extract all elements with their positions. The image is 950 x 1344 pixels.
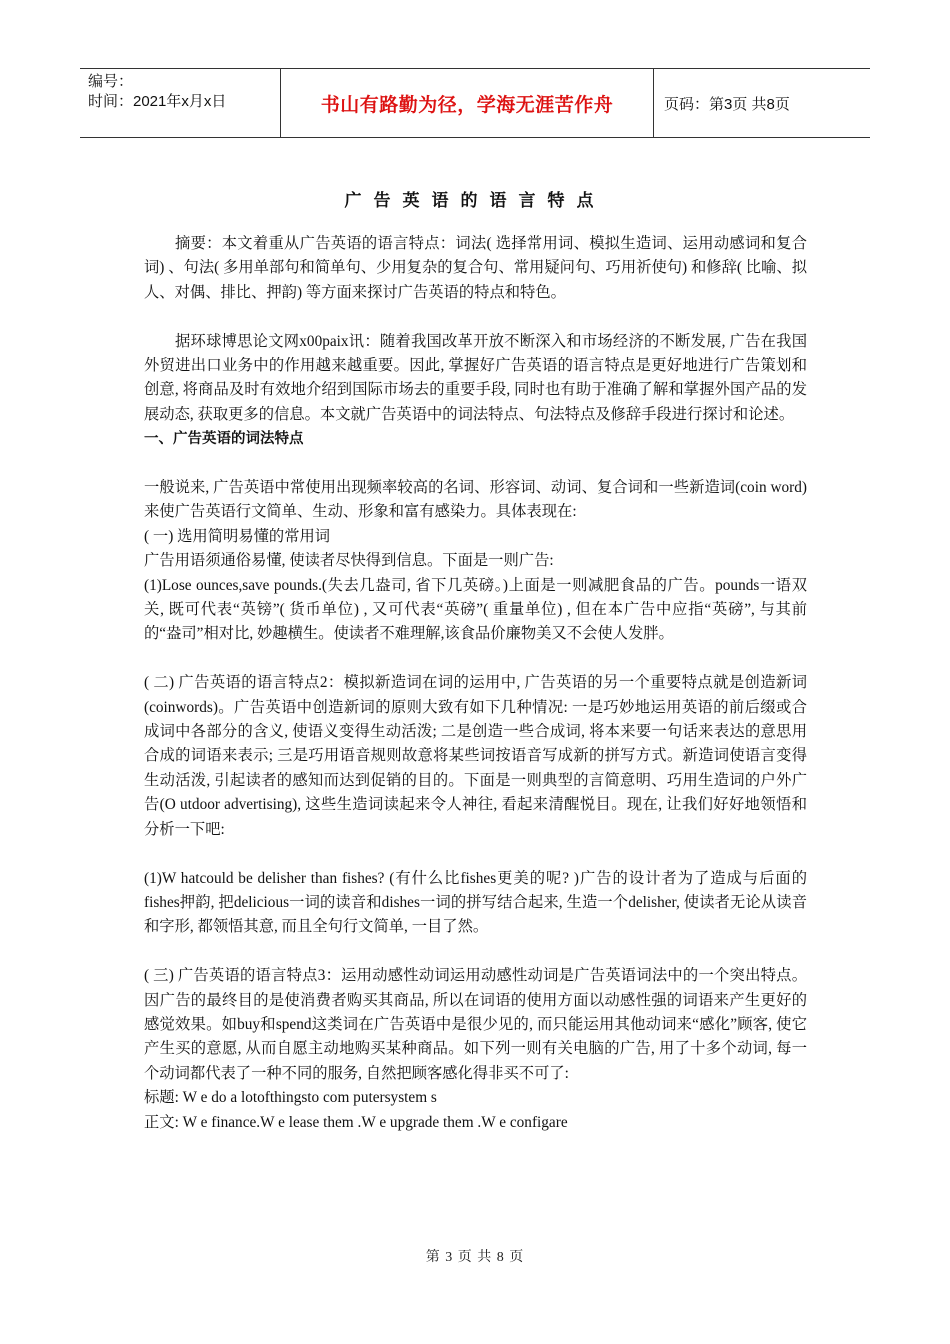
ad-body-line: 正文: W e finance.W e lease them .W e upgrade them .W e configare <box>144 1113 568 1131</box>
example-paragraph: (1)Lose ounces,save pounds.(失去几盎司, 省下几英磅。)上面是一则减肥食品的广告。pounds一语双关, 既可代表“英镑”( 货币单位) , 又可代表“英磅”( 重量单位) , 但在本广告中应指“英磅”, 与其前的“盎司”相对比, 妙趣横生。使读者不难理解,该食品价廉物美又不会使人发胖。 <box>144 576 807 643</box>
document-time-label: 时间：2021年x月x日 <box>88 93 227 110</box>
example-paragraph: (1)W hatcould be delisher than fishes? (有什么比fishes更美的呢? )广告的设计者为了造成与后面的fishes押韵, 把delicious一词的读音和dishes一词的拼写结合起来, 生造一个delisher, 使读者无论从读音和字形, 都领悟其意, 而且全句行文简单, 一目了然。 <box>144 869 807 936</box>
intro-paragraph: 据环球博思论文网x00paix讯：随着我国改革开放不断深入和市场经济的不断发展, 广告在我国外贸进出口业务中的作用越来越重要。因此, 掌握好广告英语的语言特点是更好地进行广告策划和创意, 将商品及时有效地介绍到国际市场去的重要手段, 同时也有助于准确了解和掌握外国产品的发展动态, 获取更多的信息。本文就广告英语中的词法特点、句法特点及修辞手段进行探讨和论述。 <box>144 332 807 423</box>
document-number-label: 编号： <box>88 73 134 90</box>
header-meta <box>80 69 280 137</box>
ad-title-line: 标题: W e do a lotofthingsto com putersystem s <box>144 1089 437 1107</box>
document-body <box>144 232 807 1135</box>
section-heading: 一、广告英语的词法特点 <box>144 431 304 448</box>
abstract-paragraph: 摘要：本文着重从广告英语的语言特点：词法( 选择常用词、模拟生造词、运用动感词和复合词) 、句法( 多用单部句和简单句、少用复杂的复合句、常用疑问句、巧用祈使句) 和修辞( 比喻、拟人、对偶、排比、押韵) 等方面来探讨广告英语的特点和特色。 <box>144 235 807 301</box>
page-header <box>80 68 870 138</box>
document-title: 广告英语的语言特点 <box>344 191 606 211</box>
body-paragraph: 广告用语须通俗易懂, 使读者尽快得到信息。下面是一则广告: <box>144 552 554 570</box>
general-paragraph: 一般说来, 广告英语中常使用出现频率较高的名词、形容词、动词、复合词和一些新造词(coin word)来使广告英语行文简单、生动、形象和富有感染力。具体表现在: <box>144 479 807 521</box>
subsection-paragraph: ( 三) 广告英语的语言特点3：运用动感性动词运用动感性动词是广告英语词法中的一个突出特点。因广告的最终目的是使消费者购买其商品, 所以在词语的使用方面以动感性强的词语来产生更好的感觉效果。如buy和spend这类词在广告英语中是很少见的, 而只能运用其他动词来“感化”顾客, 使它产生买的意愿, 从而自愿主动地购买某种商品。如下列一则有关电脑的广告, 用了十多个动词, 每一个动词都代表了一种不同的服务, 自然把顾客感化得非买不可了: <box>144 967 807 1082</box>
page-footer: 第 3 页 共 8 页 <box>425 1250 525 1265</box>
header-page-info: 页码：第3页 共8页 <box>664 95 790 113</box>
subsection-heading: ( 一) 选用简明易懂的常用词 <box>144 527 331 545</box>
subsection-paragraph: ( 二) 广告英语的语言特点2：模拟新造词在词的运用中, 广告英语的另一个重要特点就是创造新词(coinwords)。广告英语中创造新词的原则大致有如下几种情况: 一是巧妙地运用英语的前后缀或合成词中各部分的含义, 使语义变得生动活泼; 二是创造一些合成词, 将本来要一句话来表达的意思用合成的词语来表示; 三是巧用语音规则故意将某些词按语音写成新的拼写方式。新造词使语言变得生动活泼, 引起读者的感知而达到促销的目的。下面是一则典型的言简意明、巧用生造词的户外广告(O utdoor advertising), 这些生造词读起来令人神往, 看起来清醒悦目。现在, 让我们好好地领悟和分析一下吧: <box>144 674 807 838</box>
header-motto: 书山有路勤为径，学海无涯苦作舟 <box>280 69 654 137</box>
